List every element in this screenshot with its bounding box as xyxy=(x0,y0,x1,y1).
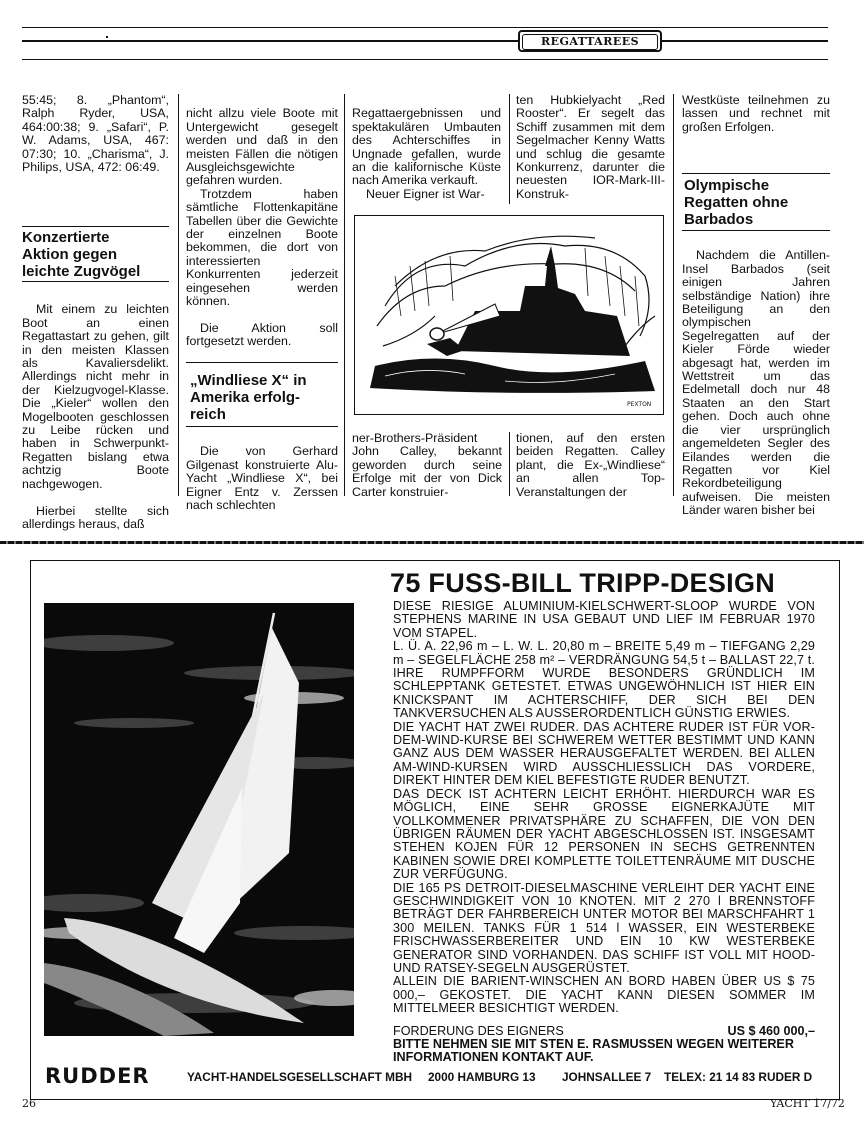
dot-mark xyxy=(106,36,108,38)
headline-konzertierte-aktion: Konzertierte Aktion gegen leichte Zugvögel xyxy=(22,229,141,280)
column-4-bottom: tionen, auf den ersten beiden Regatten. Calley plant, die Ex-„Windliese“ an allen Top-Veranstaltungen der xyxy=(516,431,665,499)
paragraph: Regattaergebnissen und spektakulären Umbauten des Achterschiffes in Ungnade gefallen, wurde an die kalifornische Küste nach Amerika verkauft. xyxy=(352,106,501,188)
section-badge xyxy=(518,30,662,52)
paragraph: Nachdem die Antillen-Insel Barbados (seit einigen Jahren selbständige Nation) ihre Beteiligung an den olympischen Segelregatten auf der Kieler Förde wieder abgesagt hat, werden im Wettstreit um das Edelmetall doch nur 48 Staaten an den Start gehen. Doch auch ohne die vier ursprünglich angemeldeten Segler des Eilandes werden die Regatten vor Kiel Rekordbeteiligung aufweisen. Die meisten Länder waren bisher bei xyxy=(682,248,830,518)
column-divider xyxy=(178,94,179,496)
column-4-top: ten Hubkielyacht „Red Rooster“. Er segelt das Schiff zusammen mit dem Segelmacher Kenny Watts und schlug die gesamte Konkurrenz, darunter die neuesten IOR-Mark-III-Konstruk- xyxy=(516,93,665,201)
rudder-logo: RUDDER xyxy=(45,1064,150,1088)
headline-rule xyxy=(186,362,338,363)
column-5-top: Westküste teilnehmen zu lassen und rechnet mit großen Erfolgen. xyxy=(682,93,830,134)
headline-rule xyxy=(22,281,169,282)
column-3-top xyxy=(352,94,501,215)
headline-olympische-regatten: Olympische Regatten ohne Barbados xyxy=(684,177,789,228)
company-address: 2000 HAMBURG 13 xyxy=(428,1070,536,1084)
paragraph: Mit einem zu leichten Boot an einen Regattastart zu gehen, gilt in den meisten Klassen als Kavaliersdelikt. Allerdings nicht mehr in der Kielzugvogel-Klasse. Die „Kieler“ wollen den Mogelbooten geschlossen zu Leibe rücken und haben in Schwerpunkt-Regatten bislang etwa achtzig Boote nachgewogen. xyxy=(22,302,169,491)
header-rule xyxy=(22,40,828,42)
column-1-top: 55:45; 8. „Phantom“, Ralph Ryder, USA, 464:00:38; 9. „Safari“, P. W. Adams, USA, 467: 07:30; 10. „Charisma“, J. Philips, USA, 472: 06:49. xyxy=(22,93,169,175)
ad-body-text: DIESE RIESIGE ALUMINIUM-KIELSCHWERT-SLOOP WURDE VON STEPHENS MARINE IN USA GEBAUT UND LIEF IM FEBRUAR 1970 VOM STAPEL. L. Ü. A. 22,96 m – L. W. L. 20,80 m – BREITE 5,49 m – TIEFGANG 2,29 m – SEGELFLÄCHE 258 m² – VERDRÄNGUNG 54,5 t – BALLAST 22,7 t. IHRE RUMPFFORM WURDE BESONDERS GRÜNDLICH IM SCHLEPPTANK GETESTET. ETWAS UNGEWÖHNLICH IST HIER EIN KNICKSPANT IM ACHTERSCHIFF, DER SICH BEI DEN TANKVERSUCHEN ALS AUSSERORDENTLICH GÜNSTIG ERWIES. DIE YACHT HAT ZWEI RUDER. DAS ACHTERE RUDER IST FÜR VOR-DEM-WIND-KURSE BEI SCHWEREM WETTER BESTIMMT UND KANN GANZ AUS DEM WASSER HERAUSGEFALTET WERDEN. BEI ALLEN AM-WIND-KURSEN WIRD AUSSCHLIESSLICH DAS VORDERE, DIREKT HINTER DEM KIEL BEFESTIGTE RUDER BENUTZT. DAS DECK IST ACHTERN LEICHT ERHÖHT. HIERDURCH WAR ES MÖGLICH, EINE SEHR GROSSE EIGNERKAJÜTE MIT VOLLKOMMENER PRIVATSPHÄRE ZU SCHAFFEN, DIE VON DEN ÜBRIGEN RÄUMEN DER YACHT ABGESCHLOSSEN IST. INSGESAMT STEHEN KOJEN FÜR 12 PERSONEN IN SECHS GETRENNTEN KABINEN SOWIE DREI KOMPLETTE TOILETTENRÄUME MIT DUSCHE ZUR VERFÜGUNG. DIE 165 PS DETROIT-DIESELMASCHINE VERLEIHT DER YACHT EINE GESCHWINDIGKEIT VON 10 KNOTEN. MIT 2 270 l BRENNSTOFF BETRÄGT DER FAHRBEREICH UNTER MOTOR BEI MARSCHFAHRT 1 300 MEILEN. TANKS FÜR 1 514 l WASSER, EIN WESTERBEKE FRISCHWASSERBEREITER UND EIN 10 KW WESTERBEKE GENERATOR SIND VORHANDEN. DAS SCHIFF IST VOLL MIT HOOD- UND RATSEY-SEGELN AUSGERÜSTET. ALLEIN DIE BARIENT-WINSCHEN AN BORD HABEN ÜBER US $ 75 000,– GEKOSTET. DIE YACHT KANN DIESEN SOMMER IM MITTELMEER BESICHTIGT WERDEN. xyxy=(393,599,815,1016)
paragraph: Trotzdem haben sämtliche Flottenkapitäne Tabellen über die Gewichte der einzelnen Boote bekommen, die dort von interessierten Konkurrenten jederzeit eingesehen werden können. xyxy=(186,186,338,309)
paragraph: Hierbei stellte sich allerdings heraus, daß xyxy=(22,503,169,531)
column-1-body xyxy=(22,290,169,545)
ship-drawing xyxy=(355,216,663,414)
yacht-photo xyxy=(44,603,354,1036)
paragraph: Die Aktion soll fortgesetzt werden. xyxy=(186,320,338,349)
paragraph: Die von Gerhard Gilgenast konstruierte Alu-Yacht „Windliese X“, bei Eigner Entz v. Zerssen nach schlechten xyxy=(186,444,338,513)
headline-rule xyxy=(22,226,169,227)
company-telex: TELEX: 21 14 83 RUDER D xyxy=(664,1070,813,1084)
yacht-photo-drawing xyxy=(44,603,354,1036)
section-badge-label: REGATTAREES xyxy=(522,34,658,50)
paragraph: Neuer Eigner ist War- xyxy=(366,186,485,201)
headline-rule xyxy=(186,426,338,427)
column-5-body xyxy=(682,236,830,531)
illustration-signature: PEXTON xyxy=(627,401,652,408)
column-divider xyxy=(509,432,510,496)
company-street: JOHNSALLEE 7 xyxy=(562,1070,652,1084)
column-divider xyxy=(344,94,345,496)
contact-text: BITTE NEHMEN SIE MIT STEN E. RASMUSSEN WEGEN WEITERER INFORMATIONEN KONTAKT AUF. xyxy=(393,1037,794,1065)
issue-label: YACHT 17/72 xyxy=(770,1097,845,1110)
column-divider xyxy=(673,94,674,496)
company-name: YACHT-HANDELSGESELLSCHAFT MBH xyxy=(187,1070,413,1084)
page-separator xyxy=(0,541,864,544)
column-2-bottom xyxy=(186,432,338,526)
column-divider xyxy=(509,94,510,204)
ad-title: 75 FUSS-BILL TRIPP-DESIGN xyxy=(390,568,776,598)
headline-rule xyxy=(682,230,830,231)
column-2-top xyxy=(186,94,338,362)
header-rule-lower xyxy=(22,59,828,60)
ship-illustration xyxy=(354,215,664,415)
paragraph: nicht allzu viele Boote mit Untergewicht gesegelt werden und daß in den meisten Fällen die nötigen Ausgleichsgewichte gefahren wurden. xyxy=(186,106,338,188)
headline-windliese: „Windliese X“ in Amerika erfolg- reich xyxy=(190,372,307,423)
top-rule xyxy=(22,27,828,28)
page-number: 26 xyxy=(22,1097,36,1110)
price-value: US $ 460 000,– xyxy=(727,1024,815,1038)
headline-rule xyxy=(682,173,830,174)
price-label: FORDERUNG DES EIGNERS xyxy=(393,1024,564,1038)
column-3-bottom: ner-Brothers-Präsident John Calley, bekannt geworden durch seine Erfolge mit der von Dick Carter konstruier- xyxy=(352,431,502,499)
